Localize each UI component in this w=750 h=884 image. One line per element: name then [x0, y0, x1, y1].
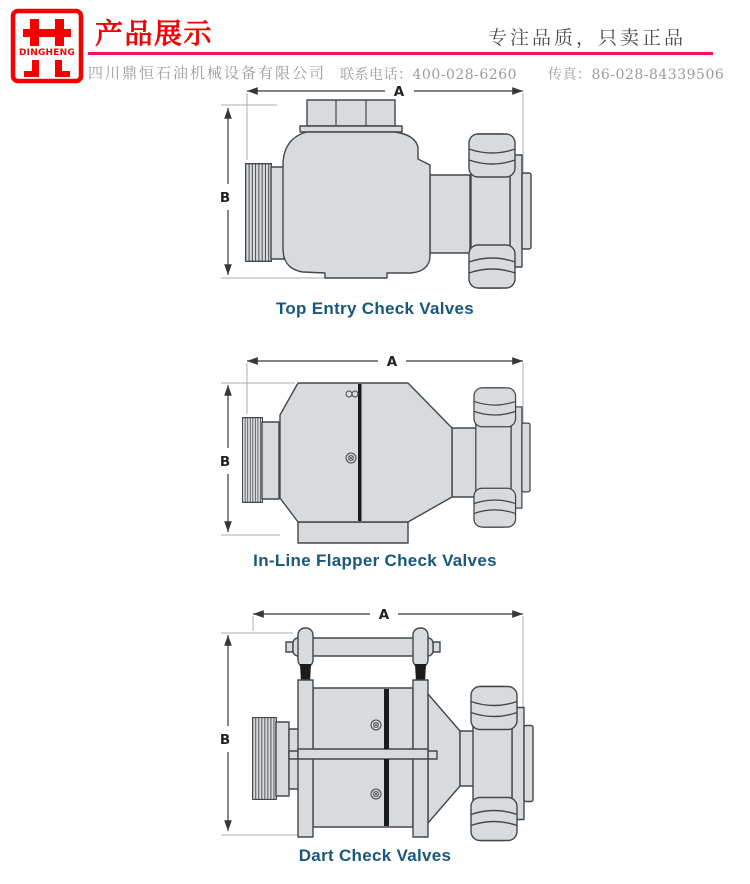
body-screw [371, 789, 381, 799]
company-name: 四川鼎恒石油机械设备有限公司 [88, 64, 327, 82]
dingheng-logo-icon [10, 8, 84, 84]
dart-seam [384, 759, 389, 826]
rod-tab [289, 751, 298, 759]
outlet-neck [430, 175, 470, 253]
diagram-top-entry-check-valve [185, 82, 565, 300]
dimension-a-label: A [393, 84, 405, 100]
valve-drawing [243, 383, 530, 543]
union-nut [471, 687, 533, 841]
thread-collar [276, 722, 289, 796]
caption-inline-flapper: In-Line Flapper Check Valves [253, 551, 497, 570]
inlet-threads [246, 164, 272, 262]
inlet-threads [243, 418, 263, 503]
valve-body [280, 383, 452, 522]
lift-bar-assembly [286, 628, 440, 682]
bar-end-nub [286, 642, 293, 652]
body-screw [371, 720, 381, 730]
diagram-dart-check-valve [185, 598, 565, 850]
dimension-b-label: B [219, 190, 231, 206]
dimension-a-label: A [386, 354, 398, 370]
contact-fax: 传真：86-028-84339506 [548, 67, 725, 83]
dimension-a-label: A [378, 607, 390, 623]
dimension-b-label: B [219, 454, 231, 470]
flapper-seam [358, 384, 362, 521]
diagram-inline-flapper-check-valve [185, 348, 565, 548]
strap [300, 664, 311, 682]
caption-top-entry: Top Entry Check Valves [275, 299, 475, 318]
base-plate [298, 522, 408, 543]
page-header [0, 0, 750, 90]
inlet-threads [253, 718, 277, 800]
valve-drawing [246, 100, 531, 288]
mid-rod [298, 749, 428, 759]
lift-bar [293, 638, 433, 656]
bar-end-nub [433, 642, 440, 652]
outlet-neck [452, 428, 477, 497]
title-divider [88, 52, 713, 55]
contact-phone: 联系电话：400-028-6260 [340, 67, 518, 83]
bonnet-cap [307, 100, 395, 126]
logo-wordmark: DINGHENG [19, 48, 75, 58]
thread-collar [262, 422, 279, 499]
thread-collar [271, 167, 284, 259]
valve-drawing [253, 628, 533, 841]
union-nut [469, 134, 531, 288]
page-title: 产品展示 [95, 18, 214, 49]
valve-body [283, 132, 430, 278]
bonnet-flange [300, 126, 402, 132]
caption-dart: Dart Check Valves [298, 846, 452, 865]
dimension-b-label: B [219, 732, 231, 748]
clevis-pin [413, 628, 428, 667]
dart-seam [384, 689, 389, 749]
body-screw [346, 453, 356, 463]
clevis-pin [298, 628, 313, 667]
header-slogan: 专注品质，只卖正品 [488, 27, 687, 49]
strap [415, 664, 426, 682]
union-nut [474, 388, 530, 527]
rod-tab [428, 751, 437, 759]
